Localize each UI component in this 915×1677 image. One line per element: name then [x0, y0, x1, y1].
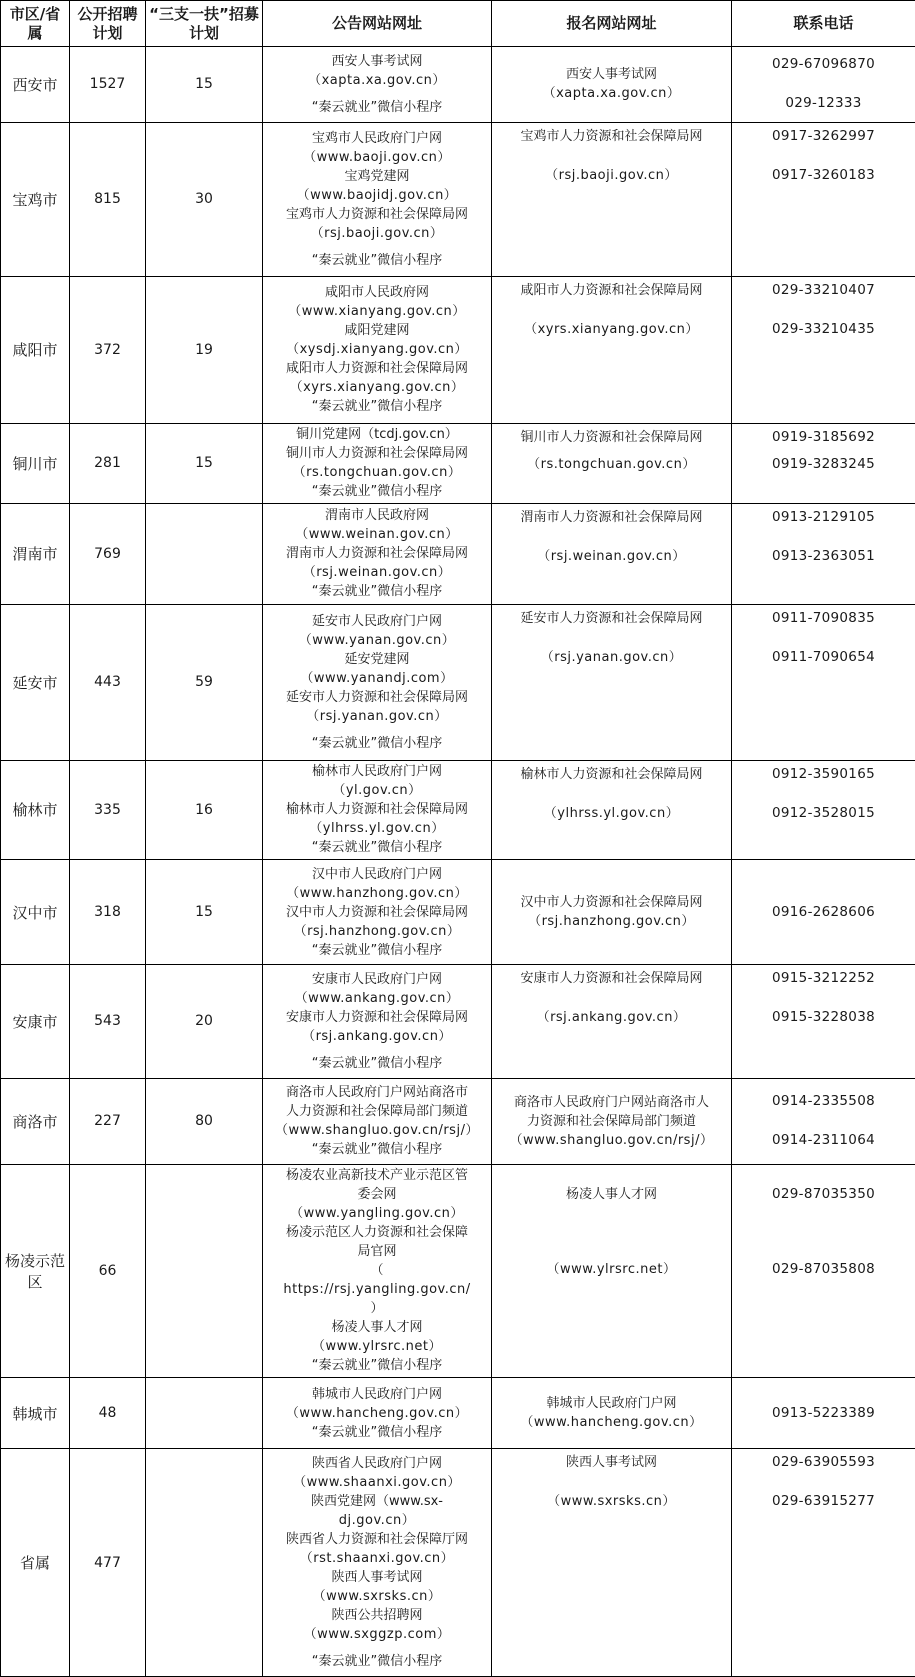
sanzhi-cell: 15	[146, 423, 263, 503]
announce-line: （rs.tongchuan.gov.cn）	[292, 465, 462, 481]
announce-line: ）	[370, 1301, 384, 1317]
phone-cell	[732, 1378, 915, 1449]
announce-cell	[263, 604, 492, 760]
phone-number: 0913-2129105	[772, 508, 875, 525]
table-row	[1, 1378, 915, 1449]
phone-number: 029-33210407	[772, 281, 875, 298]
table-row	[1, 423, 915, 503]
phone-cell	[732, 1449, 915, 1677]
announce-cell	[263, 1164, 492, 1378]
plan-cell: 335	[70, 760, 146, 859]
phone-cell	[732, 276, 915, 423]
table-row	[1, 122, 915, 276]
phone-number: 0911-7090654	[772, 648, 875, 665]
phone-number: 029-33210435	[772, 320, 875, 337]
phone-cell	[732, 965, 915, 1078]
phone-number: 0913-2363051	[772, 547, 875, 564]
city-cell: 汉中市	[1, 859, 70, 964]
announce-line: “秦云就业”微信小程序	[311, 1055, 443, 1071]
table-row	[1, 1164, 915, 1378]
phone-number: 0916-2628606	[772, 903, 875, 920]
city-cell: 榆林市	[1, 760, 70, 859]
announce-line: “秦云就业”微信小程序	[311, 1424, 443, 1440]
city-cell: 铜川市	[1, 423, 70, 503]
announce-line: （xysdj.xianyang.gov.cn）	[286, 342, 468, 358]
announce-line: 延安市人民政府门户网	[311, 613, 442, 629]
announce-cell	[263, 276, 492, 423]
announce-line: “秦云就业”微信小程序	[311, 1358, 443, 1374]
announce-line: “秦云就业”微信小程序	[311, 942, 443, 958]
phone-number: 029-63905593	[772, 1454, 875, 1471]
register-cell	[492, 1449, 732, 1677]
register-line: （rsj.ankang.gov.cn）	[536, 1010, 687, 1026]
register-line: 汉中市人力资源和社会保障局网	[520, 895, 703, 911]
announce-line: （rst.shaanxi.gov.cn）	[299, 1551, 455, 1567]
register-line: （www.ylrsrc.net）	[546, 1261, 677, 1277]
city-cell: 西安市	[1, 47, 70, 123]
phone-cell	[732, 503, 915, 604]
register-line: （ylhrss.yl.gov.cn）	[543, 805, 680, 821]
register-line: 渭南市人力资源和社会保障局网	[520, 509, 703, 525]
announce-cell	[263, 122, 492, 276]
city-cell: 杨凌示范区	[1, 1164, 70, 1378]
announce-line: “秦云就业”微信小程序	[311, 484, 443, 500]
plan-cell: 815	[70, 122, 146, 276]
announce-line: https://rsj.yangling.gov.cn/	[283, 1282, 471, 1298]
announce-line: （www.ylrsrc.net）	[312, 1339, 442, 1355]
announce-line: （www.yanandj.com）	[300, 670, 454, 686]
phone-cell	[732, 604, 915, 760]
announce-line: “秦云就业”微信小程序	[311, 399, 443, 415]
table-row	[1, 760, 915, 859]
announce-line: 杨凌人事人才网	[331, 1320, 423, 1336]
announce-line: 宝鸡党建网	[344, 168, 410, 184]
plan-cell: 318	[70, 859, 146, 964]
announce-cell	[263, 423, 492, 503]
header-sanzhi-plan: “三支一扶”招募计划	[146, 1, 263, 47]
register-cell	[492, 859, 732, 964]
phone-cell	[732, 47, 915, 123]
announce-line: 陕西省人民政府门户网	[311, 1456, 442, 1472]
announce-line: “秦云就业”微信小程序	[311, 735, 443, 751]
phone-number: 029-67096870	[772, 56, 875, 73]
announce-line: （www.yangling.gov.cn）	[290, 1206, 464, 1222]
announce-line: “秦云就业”微信小程序	[311, 1142, 443, 1158]
announce-line: 商洛市人民政府门户网站商洛市	[285, 1085, 468, 1101]
sanzhi-cell: 15	[146, 47, 263, 123]
city-cell: 商洛市	[1, 1078, 70, 1164]
header-announcement-site: 公告网站网址	[263, 1, 492, 47]
announce-line: （www.hancheng.gov.cn）	[285, 1405, 469, 1421]
phone-number: 029-12333	[785, 95, 862, 112]
phone-number: 029-63915277	[772, 1493, 875, 1510]
announce-line: （www.yanan.gov.cn）	[298, 632, 456, 648]
sanzhi-cell: 19	[146, 276, 263, 423]
announce-line: 宝鸡市人力资源和社会保障局网	[285, 206, 468, 222]
announce-line: （www.weinan.gov.cn）	[295, 527, 459, 543]
announce-line: 汉中市人力资源和社会保障局网	[285, 904, 468, 920]
register-line: 咸阳市人力资源和社会保障局网	[520, 282, 703, 298]
register-line: 杨凌人事人才网	[565, 1186, 657, 1202]
register-line: （rsj.hanzhong.gov.cn）	[528, 914, 695, 930]
announce-line: 延安市人力资源和社会保障局网	[285, 689, 468, 705]
announce-line: （xapta.xa.gov.cn）	[308, 72, 446, 88]
announce-line: 榆林市人力资源和社会保障局网	[285, 802, 468, 818]
announce-line: 铜川市人力资源和社会保障局网	[285, 446, 468, 462]
register-line: 铜川市人力资源和社会保障局网	[520, 429, 703, 445]
announce-line: 陕西党建网（www.sx-	[311, 1494, 443, 1510]
register-line: （www.shangluo.gov.cn/rsj/）	[509, 1132, 714, 1148]
phone-number: 0919-3283245	[772, 455, 875, 472]
announce-line: dj.gov.cn）	[338, 1513, 416, 1529]
announce-line: 咸阳市人民政府网	[324, 285, 429, 301]
announce-line: 局官网	[357, 1244, 397, 1260]
register-cell	[492, 1164, 732, 1378]
register-line: （rs.tongchuan.gov.cn）	[527, 456, 696, 472]
table-row	[1, 503, 915, 604]
announce-line: （rsj.yanan.gov.cn）	[306, 708, 448, 724]
phone-number: 0912-3528015	[772, 804, 875, 821]
announce-line: “秦云就业”微信小程序	[311, 1654, 443, 1670]
announce-cell	[263, 760, 492, 859]
announce-line: 陕西人事考试网	[331, 1570, 423, 1586]
plan-cell: 769	[70, 503, 146, 604]
announce-line: 杨凌农业高新技术产业示范区管	[285, 1168, 468, 1184]
register-cell	[492, 604, 732, 760]
table-row	[1, 604, 915, 760]
plan-cell: 66	[70, 1164, 146, 1378]
phone-number: 0915-3212252	[772, 970, 875, 987]
register-cell	[492, 47, 732, 123]
announce-line: “秦云就业”微信小程序	[311, 840, 443, 856]
register-line: （xapta.xa.gov.cn）	[542, 86, 681, 102]
phone-number: 0913-5223389	[772, 1404, 875, 1421]
register-line: 商洛市人民政府门户网站商洛市人	[513, 1094, 709, 1110]
announce-line: （yl.gov.cn）	[332, 783, 422, 799]
announce-line: 安康市人力资源和社会保障局网	[285, 1009, 468, 1025]
announce-line: 榆林市人民政府门户网	[311, 764, 442, 780]
table-row	[1, 1449, 915, 1677]
phone-cell	[732, 122, 915, 276]
register-line: 陕西人事考试网	[565, 1455, 657, 1471]
announce-line: （www.baoji.gov.cn）	[303, 149, 451, 165]
phone-number: 029-87035808	[772, 1260, 875, 1277]
register-line: （rsj.weinan.gov.cn）	[537, 548, 686, 564]
announce-cell	[263, 1449, 492, 1677]
sanzhi-cell: 59	[146, 604, 263, 760]
announce-line: （rsj.hanzhong.gov.cn）	[293, 923, 461, 939]
plan-cell: 227	[70, 1078, 146, 1164]
register-cell	[492, 503, 732, 604]
plan-cell: 281	[70, 423, 146, 503]
city-cell: 韩城市	[1, 1378, 70, 1449]
phone-cell	[732, 859, 915, 964]
announce-line: （www.hanzhong.gov.cn）	[286, 885, 468, 901]
phone-cell	[732, 760, 915, 859]
table-row	[1, 965, 915, 1078]
announce-line: （www.shaanxi.gov.cn）	[293, 1475, 461, 1491]
register-cell	[492, 276, 732, 423]
announce-line: 韩城市人民政府门户网	[311, 1386, 442, 1402]
city-cell: 安康市	[1, 965, 70, 1078]
city-cell: 渭南市	[1, 503, 70, 604]
register-cell	[492, 423, 732, 503]
header-city: 市区/省属	[1, 1, 70, 47]
announce-cell	[263, 503, 492, 604]
sanzhi-cell: 80	[146, 1078, 263, 1164]
register-line: 延安市人力资源和社会保障局网	[520, 610, 703, 626]
announce-line: 渭南市人民政府网	[324, 508, 429, 524]
register-line: 安康市人力资源和社会保障局网	[520, 971, 703, 987]
plan-cell: 1527	[70, 47, 146, 123]
city-cell: 宝鸡市	[1, 122, 70, 276]
table-row	[1, 47, 915, 123]
announce-line: （www.ankang.gov.cn）	[294, 990, 460, 1006]
announce-line: 延安党建网	[344, 651, 410, 667]
register-cell	[492, 122, 732, 276]
phone-number: 0914-2311064	[772, 1132, 875, 1149]
phone-cell	[732, 1078, 915, 1164]
header-public-plan: 公开招聘计划	[70, 1, 146, 47]
register-line: 宝鸡市人力资源和社会保障局网	[520, 128, 703, 144]
header-phone: 联系电话	[732, 1, 915, 47]
sanzhi-cell: 15	[146, 859, 263, 964]
announce-line: 渭南市人力资源和社会保障局网	[285, 546, 468, 562]
register-cell	[492, 1078, 732, 1164]
announce-cell	[263, 965, 492, 1078]
plan-cell: 543	[70, 965, 146, 1078]
sanzhi-cell: 20	[146, 965, 263, 1078]
sanzhi-cell: 30	[146, 122, 263, 276]
register-line: （www.sxrsks.cn）	[547, 1494, 676, 1510]
register-line: （xyrs.xianyang.gov.cn）	[524, 321, 699, 337]
announce-line: 安康市人民政府门户网	[311, 971, 442, 987]
announce-line: （www.baojidj.gov.cn）	[296, 187, 458, 203]
phone-number: 0917-3262997	[772, 127, 875, 144]
register-cell	[492, 965, 732, 1078]
announce-line: （xyrs.xianyang.gov.cn）	[289, 380, 465, 396]
register-line: （rsj.baoji.gov.cn）	[545, 167, 678, 183]
announce-line: （www.shangluo.gov.cn/rsj/）	[275, 1123, 479, 1139]
announce-line: （www.sxrsks.cn）	[312, 1589, 442, 1605]
register-line: （www.hancheng.gov.cn）	[520, 1415, 703, 1431]
announce-line: （ylhrss.yl.gov.cn）	[309, 821, 445, 837]
announce-line: 人力资源和社会保障局部门频道	[285, 1104, 468, 1120]
register-cell	[492, 1378, 732, 1449]
register-cell	[492, 760, 732, 859]
announce-cell	[263, 859, 492, 964]
register-line: 韩城市人民政府门户网	[546, 1396, 677, 1412]
phone-number: 0917-3260183	[772, 166, 875, 183]
announce-line: （rsj.weinan.gov.cn）	[302, 565, 452, 581]
sanzhi-cell	[146, 1378, 263, 1449]
city-cell: 咸阳市	[1, 276, 70, 423]
announce-cell	[263, 47, 492, 123]
phone-number: 0915-3228038	[772, 1009, 875, 1026]
announce-line: 咸阳党建网	[344, 323, 410, 339]
phone-number: 0914-2335508	[772, 1093, 875, 1110]
announce-line: （www.sxggzp.com）	[303, 1627, 451, 1643]
announce-line: 杨凌示范区人力资源和社会保障	[285, 1225, 468, 1241]
city-cell: 延安市	[1, 604, 70, 760]
announce-line: 宝鸡市人民政府门户网	[311, 130, 442, 146]
announce-cell	[263, 1378, 492, 1449]
announce-line: （rsj.baoji.gov.cn）	[310, 225, 444, 241]
announce-line: “秦云就业”微信小程序	[311, 252, 443, 268]
register-line: （rsj.yanan.gov.cn）	[540, 649, 683, 665]
announce-line: 咸阳市人力资源和社会保障局网	[285, 361, 468, 377]
announce-line: “秦云就业”微信小程序	[311, 584, 443, 600]
announce-line: （www.xianyang.gov.cn）	[288, 304, 466, 320]
header-row	[1, 1, 915, 47]
register-line: 力资源和社会保障局部门频道	[526, 1113, 696, 1129]
sanzhi-cell	[146, 1449, 263, 1677]
plan-cell: 48	[70, 1378, 146, 1449]
register-line: 西安人事考试网	[565, 67, 657, 83]
announce-line: 铜川党建网（tcdj.gov.cn）	[296, 427, 458, 443]
phone-number: 029-87035350	[772, 1185, 875, 1202]
header-registration-site: 报名网站网址	[492, 1, 732, 47]
announce-line: （	[370, 1263, 384, 1279]
announce-line: 西安人事考试网	[331, 53, 423, 69]
city-cell: 省属	[1, 1449, 70, 1677]
table-row	[1, 1078, 915, 1164]
sanzhi-cell	[146, 1164, 263, 1378]
announce-line: 委会网	[357, 1187, 397, 1203]
sanzhi-cell	[146, 503, 263, 604]
announce-line: 汉中市人民政府门户网	[311, 866, 442, 882]
announce-line: 陕西公共招聘网	[331, 1608, 423, 1624]
phone-number: 0912-3590165	[772, 765, 875, 782]
plan-cell: 372	[70, 276, 146, 423]
table-row	[1, 859, 915, 964]
announce-cell	[263, 1078, 492, 1164]
plan-cell: 477	[70, 1449, 146, 1677]
phone-cell	[732, 423, 915, 503]
announce-line: “秦云就业”微信小程序	[311, 99, 443, 115]
plan-cell: 443	[70, 604, 146, 760]
register-line: 榆林市人力资源和社会保障局网	[520, 766, 703, 782]
table-row	[1, 276, 915, 423]
announce-line: （rsj.ankang.gov.cn）	[302, 1028, 452, 1044]
phone-number: 0919-3185692	[772, 428, 875, 445]
announce-line: 陕西省人力资源和社会保障厅网	[285, 1532, 468, 1548]
phone-cell	[732, 1164, 915, 1378]
sanzhi-cell: 16	[146, 760, 263, 859]
phone-number: 0911-7090835	[772, 609, 875, 626]
